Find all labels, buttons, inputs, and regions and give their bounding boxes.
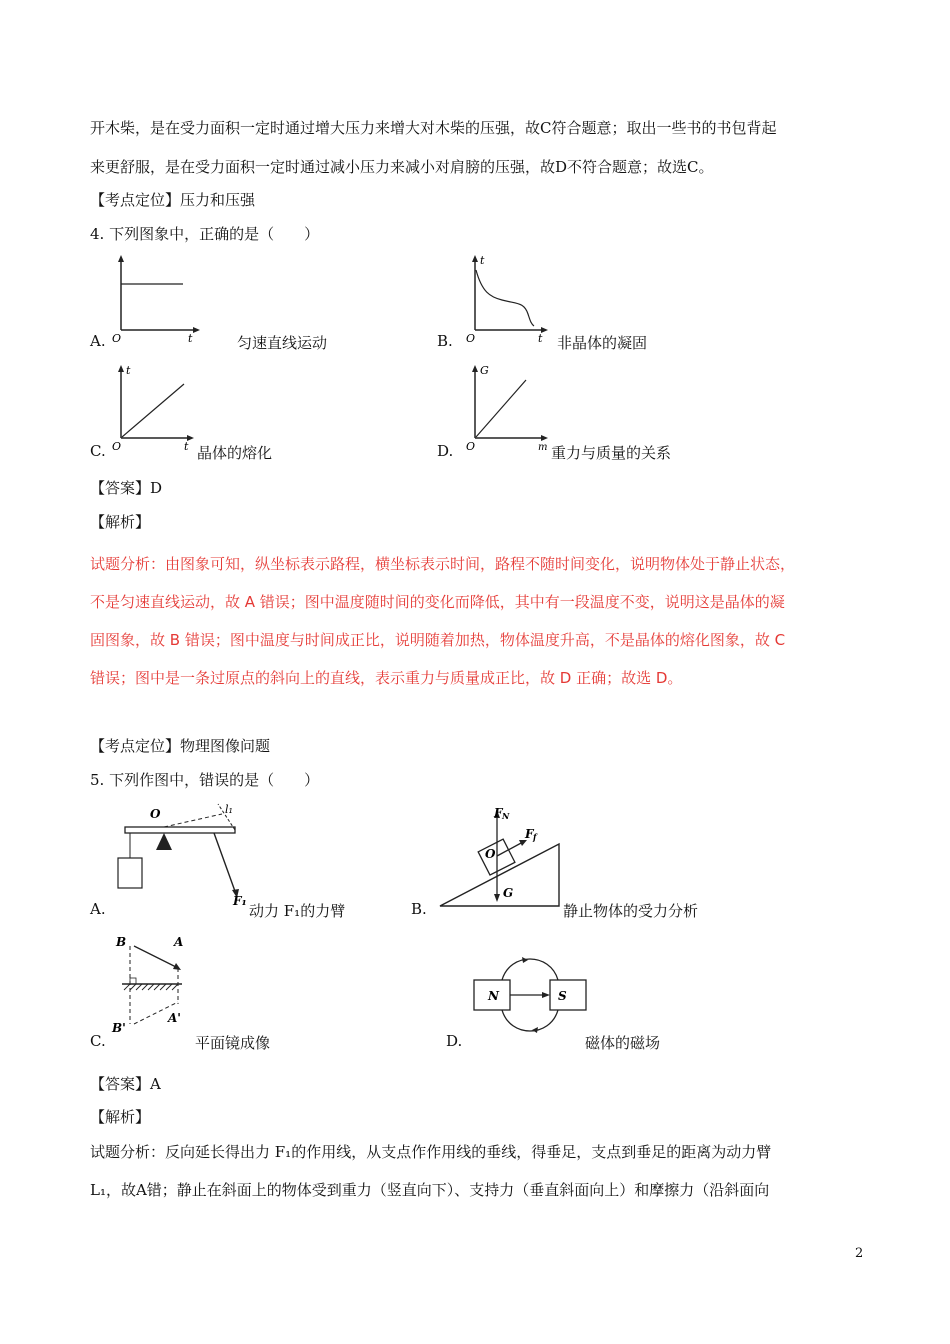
graph-c-origin: O [112, 440, 122, 453]
graph-a-origin: O [112, 332, 122, 345]
q5-d-caption: 磁体的磁场 [585, 1034, 661, 1052]
q4-graph-c [108, 362, 218, 452]
q5-d-letter: D. [446, 1032, 463, 1050]
fig-a-force: F₁ [233, 894, 247, 908]
q5-figure-b [437, 798, 572, 908]
q4-analysis-label: 【解析】 [90, 513, 151, 531]
q5-c-letter: C. [90, 1032, 106, 1050]
graph-a-x: t [188, 332, 193, 345]
fig-c-b2: B' [112, 1021, 126, 1035]
fig-d-s: S [558, 989, 567, 1003]
q4-kaodian: 【考点定位】物理图像问题 [90, 737, 271, 755]
q4-analysis-line-4: 错误；图中是一条过原点的斜向上的直线，表示重力与质量成正比，故 D 正确；故选 D。 [90, 669, 683, 687]
intro-line-1: 开木柴，是在受力面积一定时通过增大压力来增大对木柴的压强，故C符合题意；取出一些书的书包背起 [90, 119, 777, 137]
q4-analysis-line-3: 固图象，故 B 错误；图中温度与时间成正比，说明随着加热，物体温度升高，不是晶体的熔化图象，故 C [90, 631, 786, 649]
q4-stem: 4. 下列图象中，正确的是（ ） [90, 225, 320, 243]
fig-b-gravity: G [503, 886, 514, 900]
q4-b-letter: B. [437, 332, 453, 350]
fig-a-arm: l₁ [225, 803, 233, 816]
fig-c-a2: A' [168, 1011, 181, 1025]
q4-graph-d [462, 362, 572, 452]
graph-b-y: t [480, 254, 485, 267]
q5-stem: 5. 下列作图中，错误的是（ ） [90, 771, 320, 789]
q4-answer: 【答案】D [90, 479, 163, 497]
q5-a-letter: A. [90, 900, 106, 918]
q4-a-letter: A. [90, 332, 106, 350]
fig-b-normal-sub: N [502, 811, 510, 821]
q4-analysis-line-1: 试题分析：由图象可知，纵坐标表示路程，横坐标表示时间，路程不随时间变化，说明物体处于静止状态， [90, 555, 796, 573]
fig-d-n: N [488, 989, 499, 1003]
graph-c-y: t [126, 364, 131, 377]
graph-d-origin: O [466, 440, 476, 453]
fig-b-friction-sub: f [533, 832, 537, 842]
fig-b-normal: F [494, 806, 503, 820]
q4-graph-b [462, 252, 572, 345]
q5-b-caption: 静止物体的受力分析 [563, 902, 699, 920]
fig-a-pivot: O [150, 807, 161, 821]
q5-figure-c [108, 932, 198, 1037]
q5-analysis-line-1: 试题分析：反向延长得出力 F₁的作用线，从支点作作用线的垂线，得垂足，支点到垂足的距离为动力臂 [90, 1143, 772, 1161]
q5-b-letter: B. [411, 900, 427, 918]
q5-figure-a [108, 798, 258, 913]
page-number: 2 [855, 1246, 864, 1261]
graph-c-x: t [184, 440, 189, 453]
q5-a-caption: 动力 F₁的力臂 [249, 902, 346, 920]
fig-c-a: A [174, 935, 184, 949]
q5-answer: 【答案】A [90, 1075, 161, 1093]
q4-analysis-line-2: 不是匀速直线运动，故 A 错误；图中温度随时间的变化而降低，其中有一段温度不变，说明这是晶体的凝 [90, 593, 785, 611]
q4-d-letter: D. [437, 442, 454, 460]
q4-c-caption: 晶体的熔化 [197, 444, 273, 462]
q5-c-caption: 平面镜成像 [195, 1034, 271, 1052]
q4-graph-a [108, 252, 218, 345]
q5-figure-d [470, 950, 590, 1040]
q5-analysis-line-2: L₁，故A错；静止在斜面上的物体受到重力（竖直向下）、支持力（垂直斜面向上）和摩擦力（沿斜面向 [90, 1181, 770, 1199]
graph-d-y: G [480, 364, 489, 377]
q5-analysis-label: 【解析】 [90, 1108, 151, 1126]
graph-b-x: t [538, 332, 543, 345]
intro-line-2: 来更舒服，是在受力面积一定时通过减小压力来减小对肩膀的压强，故D不符合题意；故选C。 [90, 158, 714, 176]
graph-d-x: m [538, 442, 548, 453]
fig-b-friction: F [525, 827, 534, 841]
q4-a-caption: 匀速直线运动 [237, 334, 328, 352]
q4-d-caption: 重力与质量的关系 [551, 444, 672, 462]
graph-b-origin: O [466, 332, 476, 345]
q4-b-caption: 非晶体的凝固 [557, 334, 648, 352]
kaodian-1: 【考点定位】压力和压强 [90, 191, 256, 209]
fig-c-b: B [116, 935, 127, 949]
fig-b-point: O [485, 847, 496, 861]
q4-c-letter: C. [90, 442, 106, 460]
